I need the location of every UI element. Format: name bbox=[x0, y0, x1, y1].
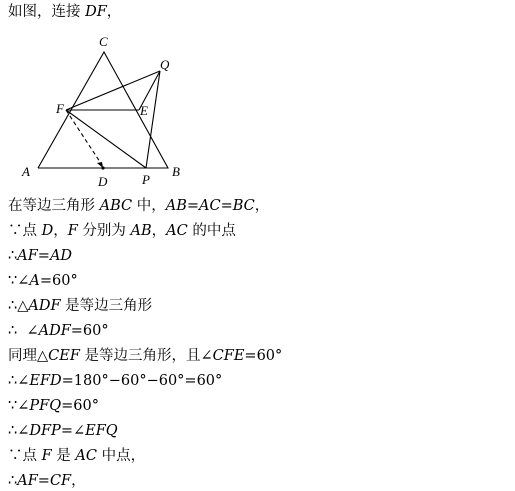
text-run: ∵∠ bbox=[8, 273, 30, 289]
label-b: B bbox=[172, 164, 180, 179]
text-run: 在等边三角形 bbox=[8, 198, 100, 214]
text-run: ∵点 bbox=[8, 223, 42, 239]
text-line bbox=[8, 2, 121, 22]
math-symbol: F bbox=[67, 223, 78, 239]
math-symbol: AB bbox=[130, 223, 152, 239]
point-d-dot bbox=[101, 166, 104, 169]
text-run: =180°−60°−60°=60° bbox=[61, 373, 223, 389]
text-run: ∵点 bbox=[8, 448, 42, 464]
label-f: F bbox=[56, 101, 64, 116]
text-run: =60° bbox=[244, 348, 283, 364]
math-symbol: AF bbox=[17, 473, 38, 489]
label-a: A bbox=[22, 164, 30, 179]
text-line bbox=[8, 371, 222, 391]
text-line bbox=[8, 321, 109, 341]
text-run: =∠ bbox=[60, 423, 86, 439]
math-symbol: A bbox=[29, 273, 40, 289]
math-symbol: DFP bbox=[29, 423, 61, 439]
math-symbol: BC bbox=[232, 198, 255, 214]
text-run: 的中点 bbox=[187, 223, 236, 239]
text-line bbox=[8, 196, 269, 216]
math-symbol: DF bbox=[85, 4, 107, 20]
text-run: ， bbox=[151, 223, 167, 239]
text-run: 分别为 bbox=[77, 223, 131, 239]
text-run: ， bbox=[53, 223, 68, 239]
geometry-figure bbox=[0, 28, 200, 188]
math-symbol: AD bbox=[49, 248, 73, 264]
text-run: =60° bbox=[61, 398, 99, 414]
math-symbol: CEF bbox=[48, 348, 80, 364]
text-run: = bbox=[37, 248, 50, 264]
label-p: P bbox=[142, 172, 150, 187]
label-d: D bbox=[98, 174, 108, 188]
segment-pq bbox=[146, 71, 160, 168]
math-symbol: PFQ bbox=[29, 398, 62, 414]
text-run: 是 bbox=[51, 448, 76, 464]
math-symbol: AF bbox=[17, 248, 38, 264]
text-run: 同理△ bbox=[8, 348, 49, 364]
text-line bbox=[8, 421, 118, 441]
text-run: 是等边三角形 bbox=[60, 298, 153, 314]
math-symbol: CFE bbox=[212, 348, 245, 364]
text-run: =60° bbox=[39, 273, 78, 289]
math-symbol: AB bbox=[165, 198, 187, 214]
label-q: Q bbox=[160, 57, 170, 72]
label-e: E bbox=[140, 103, 148, 118]
math-symbol: ABC bbox=[99, 198, 133, 214]
text-line bbox=[8, 471, 86, 491]
text-line bbox=[8, 396, 99, 416]
text-line bbox=[8, 296, 152, 316]
math-symbol: AC bbox=[166, 223, 188, 239]
text-line bbox=[8, 271, 78, 291]
text-run: ∵∠ bbox=[8, 398, 30, 414]
text-run: =60° bbox=[70, 323, 109, 339]
math-symbol: D bbox=[41, 223, 54, 239]
math-symbol: AC bbox=[199, 198, 221, 214]
text-run: 是等边三角形，且∠ bbox=[79, 348, 213, 364]
text-run: 中点， bbox=[96, 448, 146, 464]
segment-df-dashed bbox=[66, 110, 102, 165]
math-symbol: ADF bbox=[28, 298, 61, 314]
text-run: ， bbox=[106, 4, 122, 20]
text-run: = bbox=[37, 473, 50, 489]
text-run: ∴ bbox=[8, 248, 18, 264]
text-run: = bbox=[220, 198, 233, 214]
label-c: C bbox=[99, 34, 108, 49]
segment-fp bbox=[66, 110, 146, 168]
text-run: ∴ ∠ bbox=[8, 323, 39, 339]
math-symbol: EFD bbox=[29, 373, 62, 389]
text-run: ∴ bbox=[8, 473, 18, 489]
math-symbol: ADF bbox=[38, 323, 71, 339]
text-run: ， bbox=[71, 473, 86, 489]
text-line bbox=[8, 446, 145, 466]
math-symbol: CF bbox=[49, 473, 72, 489]
text-run: 如图，连接 bbox=[8, 4, 86, 20]
text-line bbox=[8, 346, 282, 366]
math-symbol: F bbox=[41, 448, 52, 464]
text-run: ∴∠ bbox=[8, 373, 30, 389]
text-run: ∴△ bbox=[8, 298, 29, 314]
text-line bbox=[8, 221, 236, 241]
text-run: ， bbox=[254, 198, 270, 214]
text-run: ∴∠ bbox=[8, 423, 30, 439]
text-run: = bbox=[186, 198, 200, 214]
text-line bbox=[8, 246, 72, 266]
math-symbol: AC bbox=[75, 448, 97, 464]
math-symbol: EFQ bbox=[85, 423, 118, 439]
text-run: 中， bbox=[132, 198, 166, 214]
